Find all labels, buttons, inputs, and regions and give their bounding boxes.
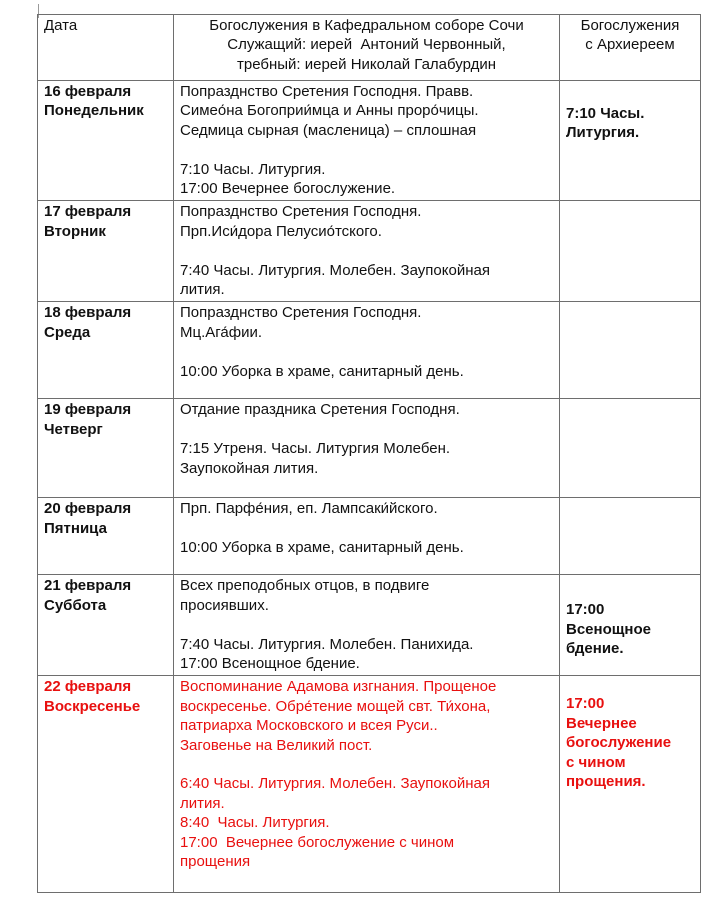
- row-bishop: [560, 302, 701, 399]
- header-date: Дата: [38, 15, 174, 81]
- row-bishop: 17:00 Вечернее богослужение с чином прощения.: [560, 676, 701, 893]
- row-bishop: [560, 399, 701, 498]
- table-row: [38, 498, 701, 575]
- row-services: Попразднство Сретения Господня. Прп.Иси́дора Пелусио́тского. 7:40 Часы. Литургия. Молебен. Заупокойная лития.: [174, 201, 560, 302]
- row-date: 20 февраля Пятница: [38, 498, 174, 575]
- row-bishop: 7:10 Часы. Литургия.: [560, 81, 701, 201]
- table-row: [38, 676, 701, 893]
- row-services: Попразднство Сретения Господня. Правв. Симео́на Богоприи́мца и Анны проро́чицы. Седмица сырная (масленица) – сплошная 7:10 Часы. Литургия. 17:00 Вечернее богослужение.: [174, 81, 560, 201]
- row-services: Отдание праздника Сретения Господня. 7:15 Утреня. Часы. Литургия Молебен. Заупокойная лития.: [174, 399, 560, 498]
- row-bishop: [560, 201, 701, 302]
- schedule-table: [37, 14, 701, 893]
- row-services: Воспоминание Адамова изгнания. Прощеное воскресенье. Обре́тение мощей свт. Ти́хона, патриарха Московского и всея Руси.. Заговенье на Великий пост. 6:40 Часы. Литургия. Молебен. Заупокойная лития. 8:40 Часы. Литургия. 17:00 Вечернее богослужение с чином прощения: [174, 676, 560, 893]
- row-date: 21 февраля Суббота: [38, 575, 174, 676]
- table-row: [38, 399, 701, 498]
- row-bishop: [560, 498, 701, 575]
- table-row: [38, 302, 701, 399]
- row-date: 18 февраля Среда: [38, 302, 174, 399]
- row-services: Прп. Парфе́ния, еп. Лампсаки́йского. 10:00 Уборка в храме, санитарный день.: [174, 498, 560, 575]
- header-main: Богослужения в Кафедральном соборе Сочи Служащий: иерей Антоний Червонный, требный: иерей Николай Галабурдин: [174, 15, 560, 81]
- row-date: 22 февраля Воскресенье: [38, 676, 174, 893]
- table-row: [38, 201, 701, 302]
- header-row: [38, 15, 701, 81]
- row-date: 19 февраля Четверг: [38, 399, 174, 498]
- table-row: [38, 81, 701, 201]
- row-services: Всех преподобных отцов, в подвиге просиявших. 7:40 Часы. Литургия. Молебен. Панихида. 17:00 Всенощное бдение.: [174, 575, 560, 676]
- row-services: Попразднство Сретения Господня. Мц.Ага́фии. 10:00 Уборка в храме, санитарный день.: [174, 302, 560, 399]
- row-bishop: 17:00 Всенощное бдение.: [560, 575, 701, 676]
- table-row: [38, 575, 701, 676]
- header-bishop: Богослужения с Архиереем: [560, 15, 701, 81]
- row-date: 17 февраля Вторник: [38, 201, 174, 302]
- row-date: 16 февраля Понедельник: [38, 81, 174, 201]
